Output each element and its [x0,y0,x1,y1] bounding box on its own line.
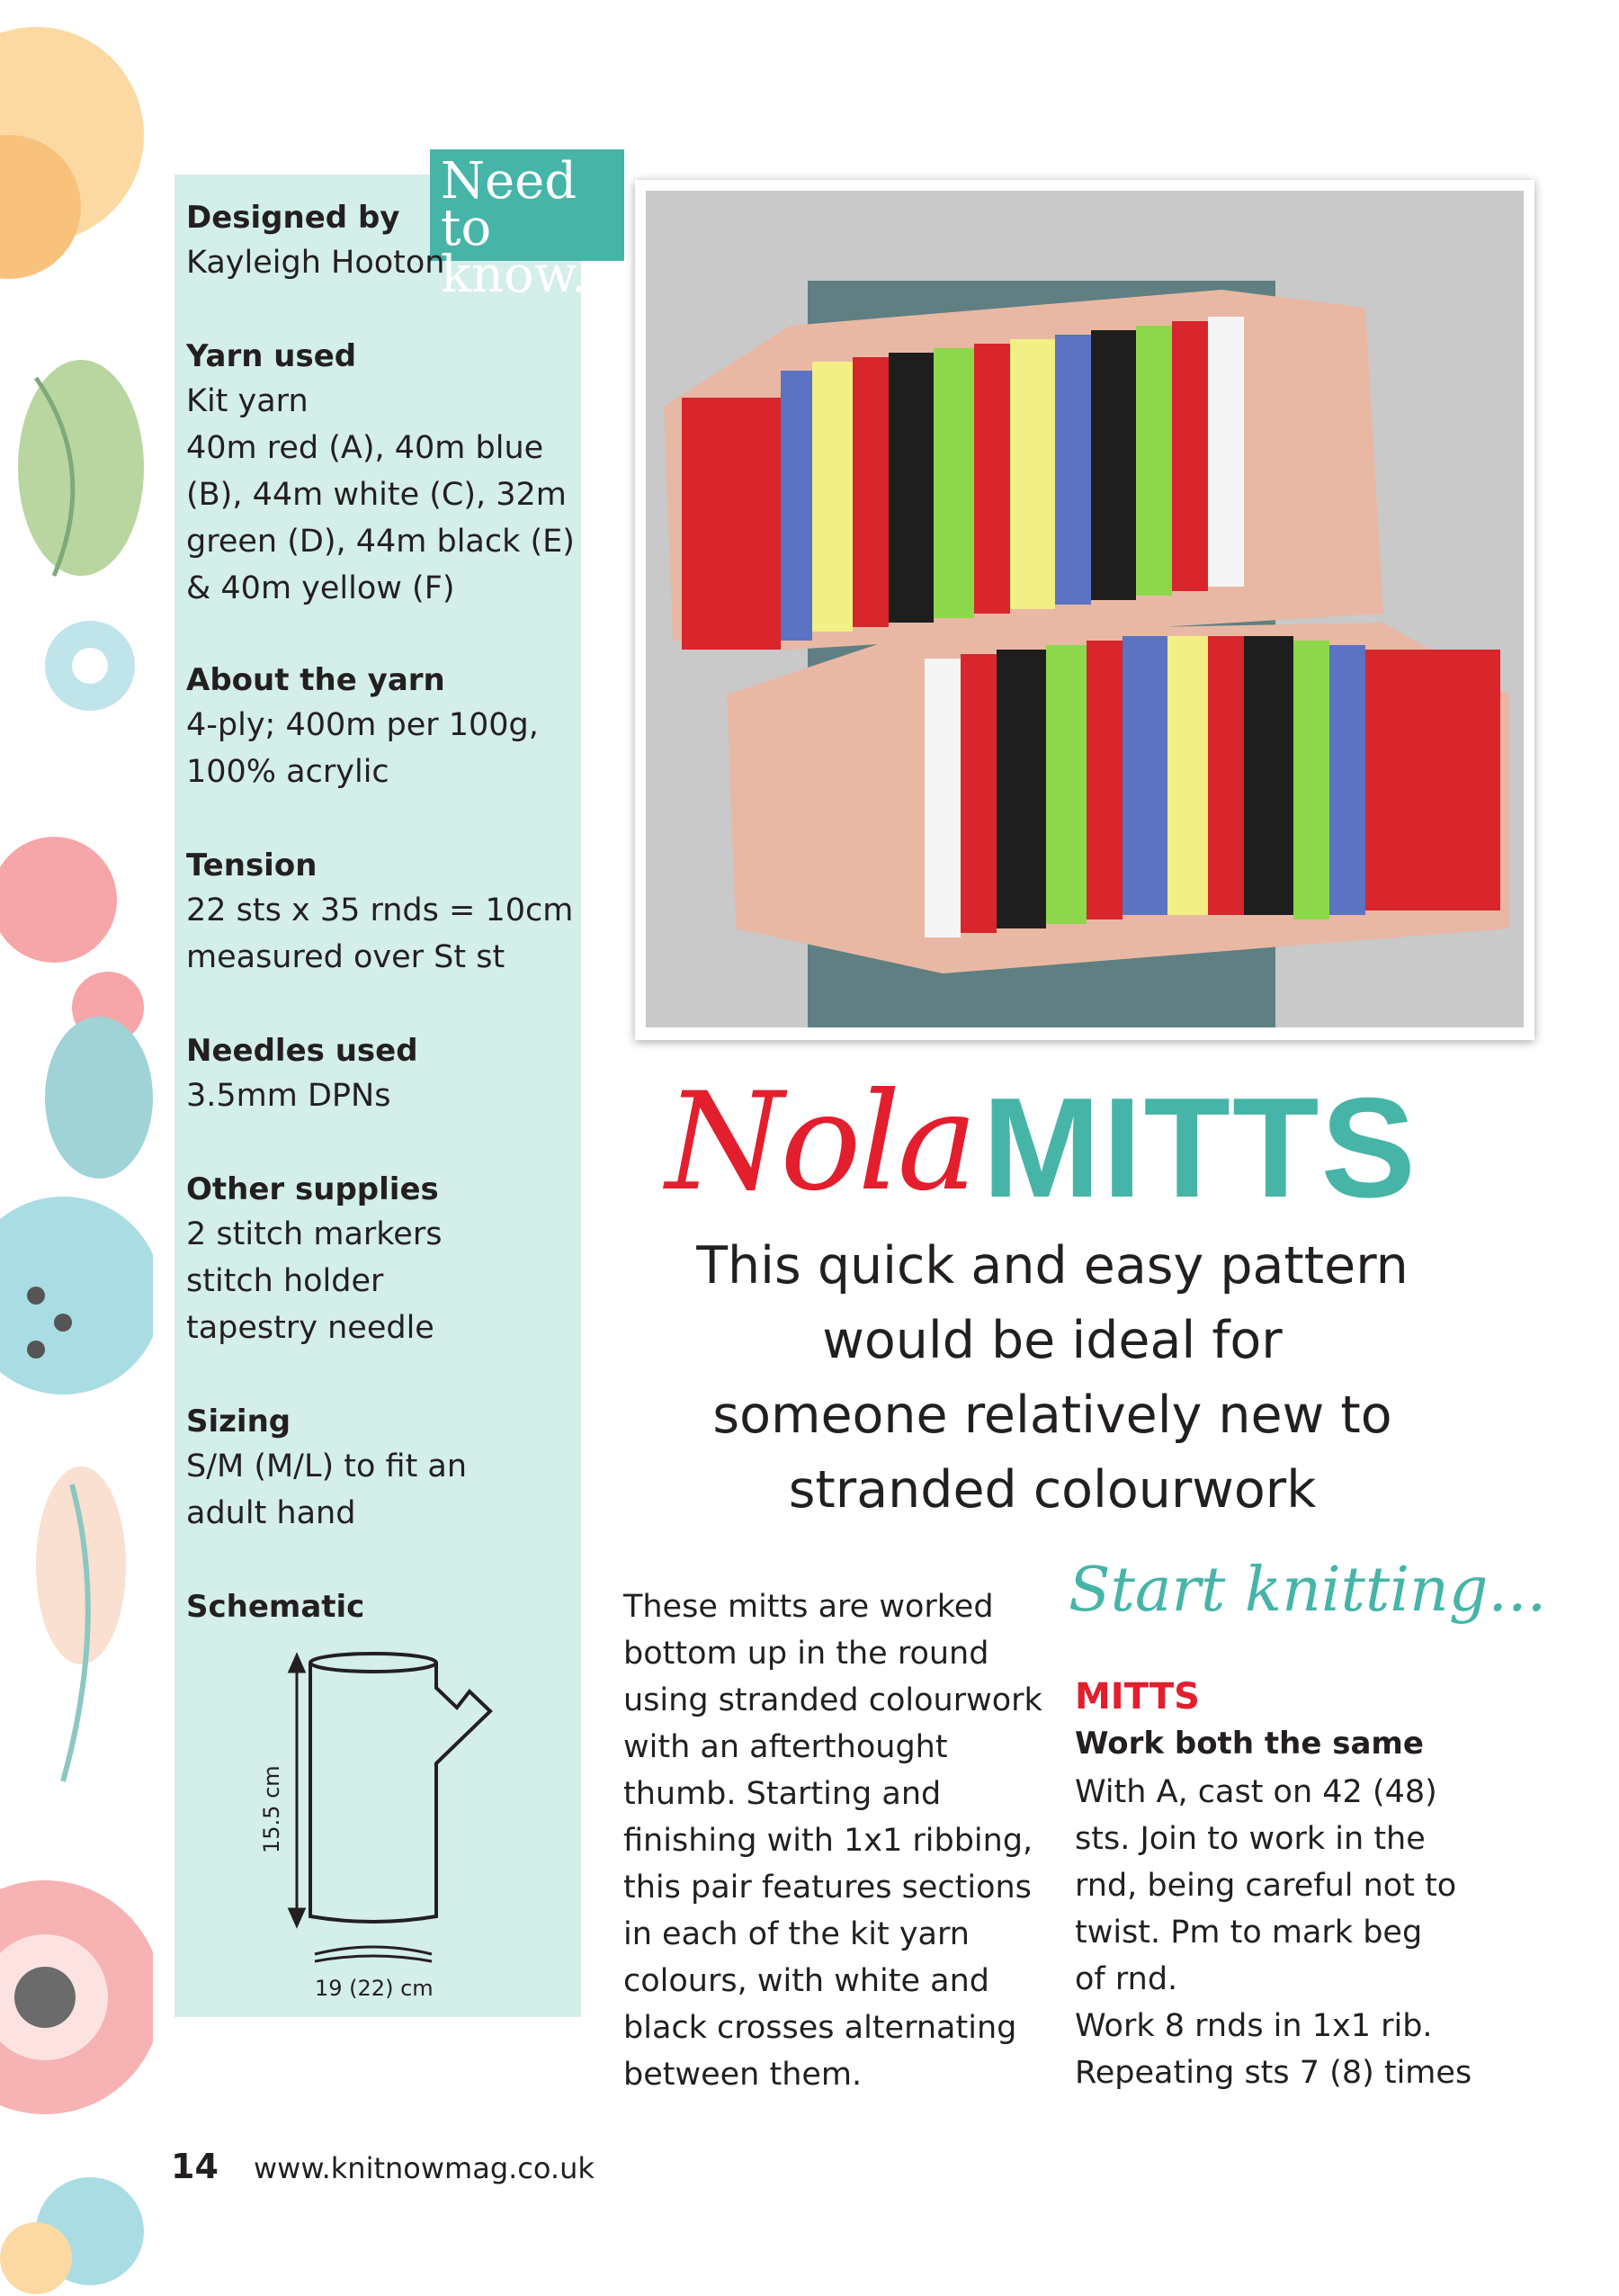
sizing-line: adult hand [186,1495,356,1531]
start-knitting-heading: Start knitting... [1069,1555,1547,1626]
width-label: 19 (22) cm [315,1976,434,2001]
yarn-line: & 40m yellow (F) [186,570,455,606]
mitts-section-heading: MITTS [1075,1676,1200,1718]
intro-line: black crosses alternating [623,2010,1017,2046]
designer-name: Kayleigh Hooton [186,245,445,281]
intro-line: using stranded colourwork [623,1682,1042,1718]
intro-line: bottom up in the round [623,1636,989,1672]
pattern-line: rnd, being careful not to [1075,1868,1457,1904]
about-yarn-body [186,702,539,795]
about-yarn-line: 4-ply; 400m per 100g, [186,707,539,743]
other-supplies-body [186,1211,442,1351]
pattern-line: Work 8 rnds in 1x1 rib. [1075,2008,1433,2044]
tension-heading: Tension [186,848,318,883]
height-arrow [290,1655,304,1925]
title-main-word: MITTS [982,1069,1418,1227]
pattern-line: of rnd. [1075,1961,1178,1997]
sizing-body [186,1443,467,1537]
intro-line: colours, with white and [623,1963,989,1999]
tension-line: 22 sts x 35 rnds = 10cm [186,892,574,928]
subtitle-line: stranded colourwork [788,1460,1317,1520]
knitted-mitts-photo [646,191,1524,1027]
height-label: 15.5 cm [259,1765,284,1853]
designed-by-heading: Designed by [186,200,400,236]
subtitle-line: someone relatively new to [712,1386,1392,1445]
pattern-instructions [1075,1769,1471,2096]
website-url: www.knitnowmag.co.uk [254,2151,595,2185]
about-yarn-line: 100% acrylic [186,754,389,790]
subtitle-line: would be ideal for [822,1311,1283,1370]
supply-line: 2 stitch markers [186,1216,443,1252]
page-number: 14 [171,2147,219,2186]
intro-paragraph [623,1583,1042,2098]
top-mitt [664,290,1383,650]
floral-border-decoration [0,0,153,2296]
mitt-schematic-diagram [234,1637,522,2006]
pattern-line: Repeating sts 7 (8) times [1075,2055,1472,2091]
title-script-word: Nola [666,1064,974,1221]
subtitle [648,1229,1457,1528]
other-supplies-heading: Other supplies [186,1171,439,1207]
intro-line: thumb. Starting and [623,1776,942,1812]
badge-line-2: know... [441,246,620,304]
yarn-line: (B), 44m white (C), 32m [186,477,567,513]
intro-line: finishing with 1x1 ribbing, [623,1823,1033,1859]
schematic-outline [310,1654,490,1922]
intro-line: These mitts are worked [623,1589,994,1625]
yarn-line: 40m red (A), 40m blue [186,430,544,466]
intro-line: between them. [623,2057,863,2093]
pattern-line: twist. Pm to mark beg [1075,1915,1423,1951]
intro-line: this pair features sections [623,1870,1032,1906]
yarn-line: green (D), 44m black (E) [186,524,575,560]
pattern-line: sts. Join to work in the [1075,1821,1426,1857]
yarn-used-body [186,378,575,612]
intro-line: in each of the kit yarn [623,1916,970,1952]
tension-line: measured over St st [186,939,505,975]
tension-body [186,887,573,981]
badge-line-1: Need to [441,152,577,257]
designed-by-body [186,239,444,286]
supply-line: tapestry needle [186,1310,434,1346]
needles-body [186,1072,390,1119]
yarn-line: Kit yarn [186,383,309,419]
work-both-heading: Work both the same [1075,1726,1424,1762]
subtitle-line: This quick and easy pattern [696,1236,1409,1296]
sizing-heading: Sizing [186,1404,291,1439]
need-to-know-badge [430,149,624,304]
pattern-line: With A, cast on 42 (48) [1075,1774,1437,1810]
sizing-line: S/M (M/L) to fit an [186,1448,468,1484]
schematic-heading: Schematic [186,1589,365,1625]
supply-line: stitch holder [186,1263,384,1299]
width-arrow [315,1947,432,1961]
bottom-mitt [727,623,1509,973]
intro-line: with an afterthought [623,1729,948,1765]
needles-line: 3.5mm DPNs [186,1078,391,1114]
about-yarn-heading: About the yarn [186,662,445,698]
yarn-used-heading: Yarn used [186,338,357,374]
needles-heading: Needles used [186,1033,418,1069]
